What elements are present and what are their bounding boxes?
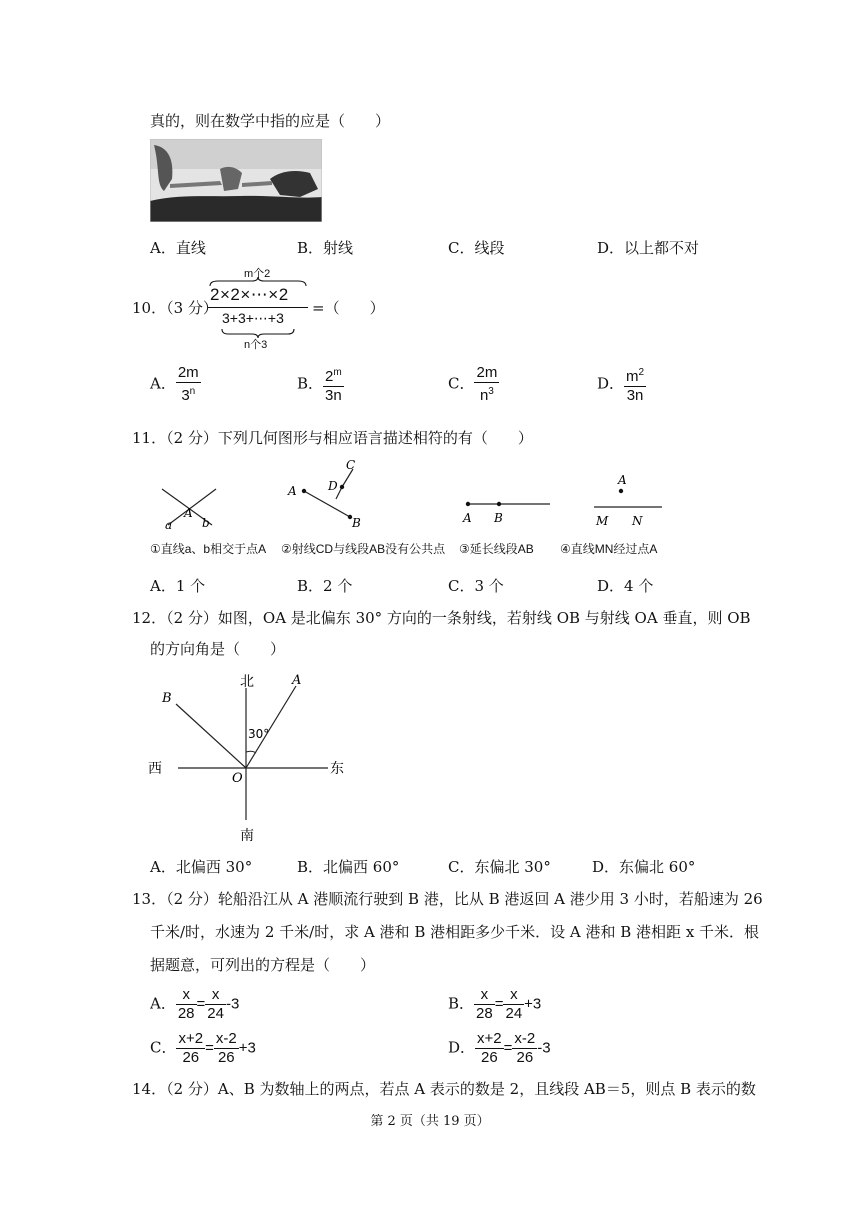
q11-caption-2: ②射线CD与线段AB没有公共点 bbox=[281, 542, 446, 556]
pointing-finger-image bbox=[150, 139, 322, 222]
east-label: 东 bbox=[330, 761, 344, 777]
label-c: C bbox=[346, 458, 356, 472]
label-d: D bbox=[328, 479, 338, 493]
label-b: b bbox=[202, 516, 210, 530]
label-a-point: A bbox=[184, 506, 193, 520]
q10-fraction-bar bbox=[208, 307, 308, 308]
q13-stem-line2: 千米/时，水速为 2 千米/时，求 A 港和 B 港相距多少千米．设 A 港和 B 港相距 x 千米．根 bbox=[150, 923, 760, 941]
label-a3: A bbox=[463, 511, 472, 525]
q11-stem: 11．（2 分）下列几何图形与相应语言描述相符的有（ ） bbox=[132, 429, 533, 447]
angle-label: 30° bbox=[248, 727, 270, 741]
q12-option-b: B．北偏西 60° bbox=[297, 858, 400, 876]
q13-option-a-label: A． bbox=[150, 994, 176, 1013]
q12-option-d: D．东偏北 60° bbox=[592, 858, 696, 876]
q12-stem-line2: 的方向角是（ ） bbox=[150, 640, 286, 658]
q10-brace-top-label: m个2 bbox=[244, 268, 271, 280]
q13-option-d: D． $\frac{x+2}{26}$ = $\frac{x-2}{26}$ -3 bbox=[448, 1030, 551, 1066]
q11-figures bbox=[150, 455, 690, 530]
label-n: N bbox=[632, 514, 643, 528]
q9-option-c: C．线段 bbox=[448, 239, 505, 257]
q9-option-b: B．射线 bbox=[297, 239, 354, 257]
north-label: 北 bbox=[240, 674, 254, 690]
q11-caption-1: ①直线a、b相交于点A bbox=[150, 542, 267, 556]
q9-photo bbox=[150, 139, 322, 222]
q10-brace-bottom-label: n个3 bbox=[244, 339, 268, 351]
q10-stem-prefix: 10．（3 分） bbox=[132, 299, 218, 317]
q13-stem-line3: 据题意，可列出的方程是（ ） bbox=[150, 956, 376, 974]
q10-numerator: 2×2×⋯×2 bbox=[210, 285, 289, 304]
q10-option-b bbox=[297, 364, 344, 405]
q10-option-a bbox=[150, 364, 201, 405]
q10-brace-expression bbox=[208, 265, 308, 350]
q13-option-b: B． $\frac{x}{28}$ = $\frac{x}{24}$ +3 bbox=[448, 986, 542, 1022]
q10-option-a-fraction: $\frac{2m}{3^n}$ bbox=[177, 364, 199, 404]
figure-1-intersecting-lines bbox=[162, 489, 216, 530]
q10-option-b-label: B． bbox=[297, 374, 324, 393]
q11-caption-4: ④直线MN经过点A bbox=[560, 542, 658, 556]
q10-denominator: 3+3+⋯+3 bbox=[222, 310, 284, 326]
q10-stem-suffix: =（ ） bbox=[312, 299, 385, 317]
label-o: O bbox=[232, 771, 243, 786]
q13-option-a: A． $\frac{x}{28}$ = $\frac{x}{24}$ -3 bbox=[150, 986, 240, 1022]
q10-option-c-fraction: $\frac{2m}{n^3}$ bbox=[476, 364, 498, 404]
label-b2: B bbox=[352, 516, 361, 530]
q13-option-c: C． $\frac{x+2}{26}$ = $\frac{x-2}{26}$ +3 bbox=[150, 1030, 256, 1066]
page-footer: 第 2 页（共 19 页） bbox=[370, 1114, 490, 1129]
q10-option-c-label: C． bbox=[448, 374, 475, 393]
q10-option-c bbox=[448, 364, 499, 405]
q12-option-a: A．北偏西 30° bbox=[150, 858, 253, 876]
q13-option-d-label: D． bbox=[448, 1038, 476, 1057]
figure-2-ray-and-segment bbox=[287, 458, 361, 530]
q11-option-d: D．4 个 bbox=[597, 577, 654, 595]
q10-option-d bbox=[597, 364, 646, 405]
figure-3-segment bbox=[462, 502, 550, 525]
q11-option-c: C．3 个 bbox=[448, 577, 504, 595]
q9-stem-tail: 真的，则在数学中指的应是（ ） bbox=[150, 112, 391, 130]
q11-option-b: B．2 个 bbox=[297, 577, 353, 595]
label-b: B bbox=[162, 691, 172, 706]
q9-option-d: D．以上都不对 bbox=[597, 239, 700, 257]
west-label: 西 bbox=[148, 761, 162, 777]
label-a: a bbox=[165, 518, 173, 530]
figure-4-line-and-point bbox=[594, 473, 662, 528]
q10-option-d-label: D． bbox=[597, 374, 625, 393]
label-a4: A bbox=[618, 473, 627, 487]
q10-option-a-label: A． bbox=[150, 374, 176, 393]
q14-stem-line1: 14．（2 分）A、B 为数轴上的两点，若点 A 表示的数是 2，且线段 AB＝5，则点 B 表示的数 bbox=[132, 1080, 756, 1098]
q13-option-b-label: B． bbox=[448, 994, 475, 1013]
q12-option-c: C．东偏北 30° bbox=[448, 858, 551, 876]
label-a2: A bbox=[288, 484, 297, 498]
q12-compass-figure bbox=[140, 668, 360, 848]
label-m: M bbox=[596, 514, 609, 528]
q13-stem-line1: 13．（2 分）轮船沿江从 A 港顺流行驶到 B 港，比从 B 港返回 A 港少用 3 小时，若船速为 26 bbox=[132, 890, 763, 908]
label-a: A bbox=[292, 673, 302, 688]
south-label: 南 bbox=[240, 828, 254, 844]
q10-option-b-fraction: $\frac{2^m}{3n}$ bbox=[323, 364, 344, 405]
label-b3: B bbox=[494, 511, 503, 525]
q11-caption-3: ③延长线段AB bbox=[459, 542, 534, 556]
q10-option-d-fraction: $\frac{m^2}{3n}$ bbox=[624, 364, 646, 405]
q13-option-c-label: C． bbox=[150, 1038, 177, 1057]
q12-stem-line1: 12．（2 分）如图，OA 是北偏东 30° 方向的一条射线，若射线 OB 与射线 OA 垂直，则 OB bbox=[132, 609, 751, 627]
q11-option-a: A．1 个 bbox=[150, 577, 206, 595]
q9-option-a: A．直线 bbox=[150, 239, 206, 257]
